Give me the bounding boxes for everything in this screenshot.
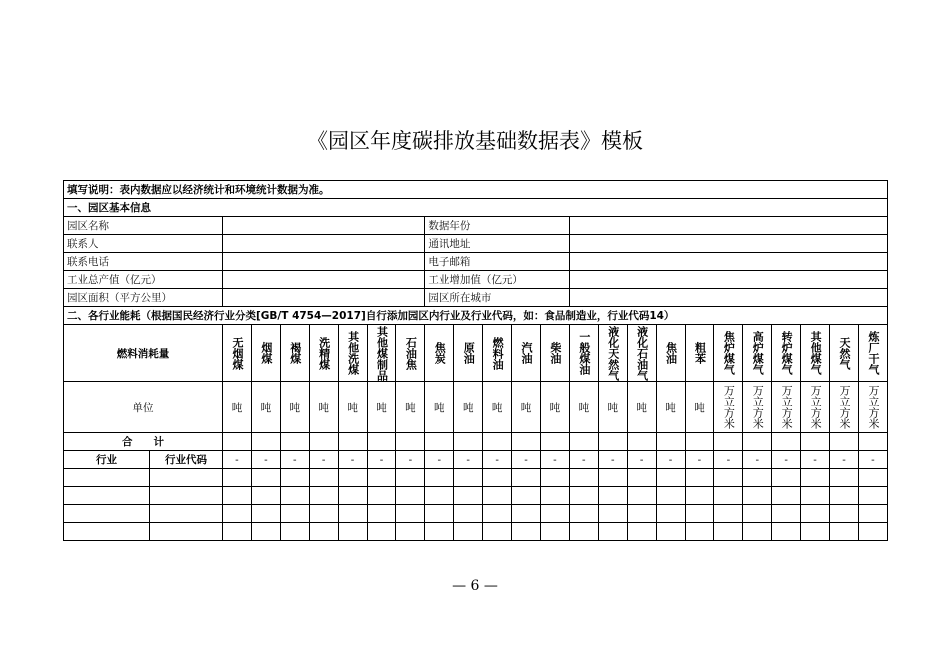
data-entry-cell[interactable] bbox=[309, 523, 338, 541]
data-entry-cell[interactable] bbox=[483, 505, 512, 523]
data-entry-cell[interactable] bbox=[743, 469, 772, 487]
dash-cell: - bbox=[309, 451, 338, 469]
data-entry-cell[interactable] bbox=[223, 487, 252, 505]
fuel-name: 转炉煤气 bbox=[780, 331, 794, 375]
data-entry-cell[interactable] bbox=[64, 523, 150, 541]
fuel-name: 焦炉煤气 bbox=[722, 331, 736, 375]
dash-cell: - bbox=[743, 451, 772, 469]
fuel-unit-cell bbox=[309, 382, 338, 433]
data-entry-cell[interactable] bbox=[280, 505, 309, 523]
info-label: 联系人 bbox=[64, 235, 223, 253]
info-value-field[interactable] bbox=[223, 271, 425, 289]
data-entry-cell[interactable] bbox=[150, 505, 223, 523]
data-entry-cell[interactable] bbox=[540, 523, 569, 541]
data-entry-cell[interactable] bbox=[512, 469, 541, 487]
data-entry-cell[interactable] bbox=[656, 523, 685, 541]
fuel-name: 焦油 bbox=[664, 342, 678, 364]
fuel-header-cell bbox=[772, 325, 801, 382]
data-entry-cell[interactable] bbox=[251, 469, 280, 487]
data-entry-cell[interactable] bbox=[309, 505, 338, 523]
data-entry-cell[interactable] bbox=[64, 487, 150, 505]
fuel-unit: 万立方米 bbox=[722, 385, 736, 429]
dash-cell: - bbox=[598, 451, 627, 469]
total-value-cell[interactable] bbox=[627, 433, 656, 451]
fuel-name: 液化石油气 bbox=[635, 325, 649, 381]
fuel-unit-cell bbox=[801, 382, 830, 433]
data-entry-cell[interactable] bbox=[540, 505, 569, 523]
fuel-unit: 吨 bbox=[520, 401, 532, 414]
data-entry-cell[interactable] bbox=[830, 469, 859, 487]
dash-cell: - bbox=[772, 451, 801, 469]
fuel-unit-cell bbox=[454, 382, 483, 433]
fuel-unit-cell bbox=[223, 382, 252, 433]
data-entry-cell[interactable] bbox=[830, 487, 859, 505]
dash-cell: - bbox=[425, 451, 454, 469]
data-entry-cell[interactable] bbox=[685, 523, 714, 541]
dash-cell: - bbox=[223, 451, 252, 469]
total-value-cell[interactable] bbox=[425, 433, 454, 451]
fuel-unit-cell bbox=[280, 382, 309, 433]
total-value-cell[interactable] bbox=[801, 433, 830, 451]
fuel-unit-cell bbox=[830, 382, 859, 433]
data-entry-cell[interactable] bbox=[367, 523, 396, 541]
fuel-unit: 万立方米 bbox=[809, 385, 823, 429]
fuel-unit-cell bbox=[772, 382, 801, 433]
info-label: 电子邮箱 bbox=[425, 253, 570, 271]
fuel-unit: 吨 bbox=[347, 401, 358, 414]
data-entry-cell[interactable] bbox=[801, 505, 830, 523]
fuel-name: 汽油 bbox=[520, 342, 534, 364]
data-entry-cell[interactable] bbox=[150, 487, 223, 505]
fuel-unit: 万立方米 bbox=[866, 385, 880, 429]
fuel-header-cell bbox=[540, 325, 569, 382]
data-entry-cell[interactable] bbox=[772, 469, 801, 487]
fuel-header-cell bbox=[801, 325, 830, 382]
data-entry-cell[interactable] bbox=[569, 523, 598, 541]
total-value-cell[interactable] bbox=[569, 433, 598, 451]
dash-cell: - bbox=[338, 451, 367, 469]
data-entry-cell[interactable] bbox=[627, 487, 656, 505]
info-value-field[interactable] bbox=[569, 289, 887, 307]
data-entry-cell[interactable] bbox=[801, 487, 830, 505]
fuel-unit-cell bbox=[685, 382, 714, 433]
total-value-cell[interactable] bbox=[714, 433, 743, 451]
fuel-header-cell bbox=[483, 325, 512, 382]
fuel-unit-cell bbox=[367, 382, 396, 433]
fuel-header-cell bbox=[280, 325, 309, 382]
data-entry-cell[interactable] bbox=[598, 469, 627, 487]
fuel-unit-cell bbox=[598, 382, 627, 433]
data-entry-cell[interactable] bbox=[425, 487, 454, 505]
fuel-unit: 吨 bbox=[260, 401, 272, 414]
fuel-unit: 万立方米 bbox=[837, 385, 851, 429]
fuel-unit-cell bbox=[627, 382, 656, 433]
info-label: 数据年份 bbox=[425, 217, 570, 235]
data-entry-cell[interactable] bbox=[627, 469, 656, 487]
data-entry-cell[interactable] bbox=[569, 469, 598, 487]
total-value-cell[interactable] bbox=[656, 433, 685, 451]
info-label: 工业总产值（亿元） bbox=[64, 271, 223, 289]
fuel-header-cell bbox=[598, 325, 627, 382]
data-entry-cell[interactable] bbox=[150, 469, 223, 487]
fuel-name: 液化天然气 bbox=[606, 325, 620, 381]
fuel-header-cell bbox=[251, 325, 280, 382]
dash-cell: - bbox=[569, 451, 598, 469]
fuel-unit-cell bbox=[656, 382, 685, 433]
data-entry-cell[interactable] bbox=[483, 487, 512, 505]
fuel-name: 石油焦 bbox=[404, 336, 418, 370]
data-entry-cell[interactable] bbox=[425, 469, 454, 487]
fuel-name: 柴油 bbox=[548, 342, 562, 364]
data-entry-cell[interactable] bbox=[396, 469, 425, 487]
data-entry-cell[interactable] bbox=[367, 487, 396, 505]
dash-cell: - bbox=[858, 451, 887, 469]
fuel-header-cell bbox=[858, 325, 887, 382]
fuel-name: 褐煤 bbox=[288, 342, 302, 364]
total-value-cell[interactable] bbox=[367, 433, 396, 451]
info-label: 通讯地址 bbox=[425, 235, 570, 253]
data-entry-cell[interactable] bbox=[858, 505, 887, 523]
fuel-unit-cell bbox=[396, 382, 425, 433]
dash-cell: - bbox=[367, 451, 396, 469]
data-entry-cell[interactable] bbox=[540, 469, 569, 487]
total-value-cell[interactable] bbox=[685, 433, 714, 451]
data-entry-cell[interactable] bbox=[512, 487, 541, 505]
data-entry-cell[interactable] bbox=[772, 487, 801, 505]
fuel-name: 洗精煤 bbox=[317, 336, 331, 370]
fuel-unit-cell bbox=[743, 382, 772, 433]
data-entry-cell[interactable] bbox=[772, 505, 801, 523]
data-entry-cell[interactable] bbox=[858, 469, 887, 487]
fuel-name: 天然气 bbox=[837, 336, 851, 370]
data-entry-cell[interactable] bbox=[685, 505, 714, 523]
data-entry-cell[interactable] bbox=[830, 505, 859, 523]
total-label: 合 计 bbox=[64, 433, 223, 451]
data-entry-cell[interactable] bbox=[280, 469, 309, 487]
data-entry-cell[interactable] bbox=[396, 487, 425, 505]
info-label: 园区名称 bbox=[64, 217, 223, 235]
fuel-header-cell bbox=[367, 325, 396, 382]
fill-instruction: 填写说明：表内数据应以经济统计和环境统计数据为准。 bbox=[64, 181, 888, 199]
data-entry-cell[interactable] bbox=[714, 487, 743, 505]
data-entry-cell[interactable] bbox=[714, 505, 743, 523]
data-entry-cell[interactable] bbox=[512, 523, 541, 541]
fuel-unit: 吨 bbox=[694, 401, 705, 414]
data-entry-cell[interactable] bbox=[598, 487, 627, 505]
info-value-field[interactable] bbox=[569, 235, 887, 253]
dash-cell: - bbox=[830, 451, 859, 469]
fuel-header-cell bbox=[396, 325, 425, 382]
fuel-header-cell bbox=[454, 325, 483, 382]
fuel-name: 烟煤 bbox=[259, 342, 273, 364]
data-entry-cell[interactable] bbox=[251, 505, 280, 523]
fuel-header-cell bbox=[714, 325, 743, 382]
fuel-unit-cell bbox=[338, 382, 367, 433]
fuel-header-cell bbox=[425, 325, 454, 382]
data-entry-cell[interactable] bbox=[223, 505, 252, 523]
fuel-consumption-label: 燃料消耗量 bbox=[64, 325, 223, 382]
data-entry-cell[interactable] bbox=[309, 469, 338, 487]
data-entry-cell[interactable] bbox=[150, 523, 223, 541]
fuel-unit-cell bbox=[512, 382, 541, 433]
fuel-unit: 吨 bbox=[665, 401, 676, 414]
data-entry-cell[interactable] bbox=[685, 469, 714, 487]
fuel-unit: 吨 bbox=[462, 401, 474, 414]
fuel-unit: 吨 bbox=[434, 401, 445, 414]
fuel-unit: 吨 bbox=[607, 401, 618, 414]
fuel-name: 炼厂干气 bbox=[866, 331, 880, 375]
fuel-header-cell bbox=[223, 325, 252, 382]
dash-cell: - bbox=[540, 451, 569, 469]
dash-cell: - bbox=[483, 451, 512, 469]
dash-cell: - bbox=[454, 451, 483, 469]
data-entry-cell[interactable] bbox=[512, 505, 541, 523]
data-entry-cell[interactable] bbox=[656, 487, 685, 505]
dash-cell: - bbox=[656, 451, 685, 469]
data-entry-cell[interactable] bbox=[656, 469, 685, 487]
fuel-unit: 吨 bbox=[578, 401, 590, 414]
fuel-name: 原油 bbox=[462, 342, 476, 364]
fuel-name: 一般煤油 bbox=[577, 331, 591, 375]
fuel-unit-cell bbox=[483, 382, 512, 433]
data-entry-cell[interactable] bbox=[743, 505, 772, 523]
fuel-unit: 吨 bbox=[289, 401, 301, 414]
fuel-unit: 吨 bbox=[405, 401, 416, 414]
data-entry-cell[interactable] bbox=[656, 505, 685, 523]
fuel-name: 燃料油 bbox=[491, 336, 505, 370]
total-value-cell[interactable] bbox=[338, 433, 367, 451]
fuel-name: 其他洗煤 bbox=[346, 331, 360, 375]
data-entry-cell[interactable] bbox=[338, 523, 367, 541]
info-value-field[interactable] bbox=[569, 217, 887, 235]
fuel-unit-cell bbox=[540, 382, 569, 433]
fuel-header-cell bbox=[743, 325, 772, 382]
fuel-header-cell bbox=[512, 325, 541, 382]
data-entry-cell[interactable] bbox=[483, 469, 512, 487]
data-entry-cell[interactable] bbox=[338, 487, 367, 505]
section2-heading: 二、各行业能耗（根据国民经济行业分类[GB/T 4754—2017]自行添加园区内行业及行业代码，如：食品制造业，行业代码14） bbox=[64, 307, 888, 325]
fuel-unit-cell bbox=[569, 382, 598, 433]
fuel-header-cell bbox=[685, 325, 714, 382]
fuel-name: 无烟煤 bbox=[230, 336, 244, 370]
data-entry-cell[interactable] bbox=[338, 505, 367, 523]
industry-code-label: 行业代码 bbox=[150, 451, 223, 469]
data-entry-cell[interactable] bbox=[801, 469, 830, 487]
dash-cell: - bbox=[714, 451, 743, 469]
fuel-unit-cell bbox=[858, 382, 887, 433]
total-value-cell[interactable] bbox=[251, 433, 280, 451]
info-label: 工业增加值（亿元） bbox=[425, 271, 570, 289]
total-value-cell[interactable] bbox=[396, 433, 425, 451]
fuel-unit: 吨 bbox=[318, 401, 329, 414]
data-entry-cell[interactable] bbox=[685, 487, 714, 505]
info-value-field[interactable] bbox=[569, 271, 887, 289]
data-entry-cell[interactable] bbox=[743, 487, 772, 505]
data-entry-cell[interactable] bbox=[367, 469, 396, 487]
page-title: 《园区年度碳排放基础数据表》模板 bbox=[307, 129, 643, 153]
page-number: — 6 — bbox=[452, 578, 498, 594]
info-label: 联系电话 bbox=[64, 253, 223, 271]
fuel-unit: 吨 bbox=[549, 401, 561, 414]
dash-cell: - bbox=[801, 451, 830, 469]
fuel-unit: 万立方米 bbox=[751, 385, 765, 429]
info-label: 园区面积（平方公里） bbox=[64, 289, 223, 307]
info-value-field[interactable] bbox=[223, 217, 425, 235]
fuel-unit-cell bbox=[714, 382, 743, 433]
carbon-data-table bbox=[63, 180, 888, 541]
data-entry-cell[interactable] bbox=[251, 487, 280, 505]
fuel-unit: 吨 bbox=[376, 401, 387, 414]
total-value-cell[interactable] bbox=[830, 433, 859, 451]
fuel-unit: 吨 bbox=[491, 401, 503, 414]
data-entry-cell[interactable] bbox=[425, 505, 454, 523]
data-entry-cell[interactable] bbox=[251, 523, 280, 541]
fuel-unit-cell bbox=[251, 382, 280, 433]
total-value-cell[interactable] bbox=[772, 433, 801, 451]
fuel-name: 其他煤制品 bbox=[375, 325, 389, 381]
data-entry-cell[interactable] bbox=[223, 523, 252, 541]
total-value-cell[interactable] bbox=[858, 433, 887, 451]
data-entry-cell[interactable] bbox=[396, 523, 425, 541]
data-entry-cell[interactable] bbox=[280, 487, 309, 505]
fuel-unit: 吨 bbox=[636, 401, 647, 414]
info-label: 园区所在城市 bbox=[425, 289, 570, 307]
total-value-cell[interactable] bbox=[309, 433, 338, 451]
data-entry-cell[interactable] bbox=[223, 469, 252, 487]
data-entry-cell[interactable] bbox=[801, 523, 830, 541]
total-value-cell[interactable] bbox=[743, 433, 772, 451]
data-entry-cell[interactable] bbox=[627, 523, 656, 541]
fuel-header-cell bbox=[338, 325, 367, 382]
data-entry-cell[interactable] bbox=[64, 505, 150, 523]
data-entry-cell[interactable] bbox=[540, 487, 569, 505]
total-value-cell[interactable] bbox=[280, 433, 309, 451]
dash-cell: - bbox=[512, 451, 541, 469]
fuel-unit-cell bbox=[425, 382, 454, 433]
data-entry-cell[interactable] bbox=[454, 523, 483, 541]
info-value-field[interactable] bbox=[223, 235, 425, 253]
data-entry-cell[interactable] bbox=[598, 523, 627, 541]
industry-label: 行业 bbox=[64, 451, 150, 469]
data-entry-cell[interactable] bbox=[396, 505, 425, 523]
fuel-header-cell bbox=[656, 325, 685, 382]
data-entry-cell[interactable] bbox=[454, 487, 483, 505]
data-entry-cell[interactable] bbox=[569, 505, 598, 523]
total-value-cell[interactable] bbox=[598, 433, 627, 451]
fuel-name: 其他煤气 bbox=[809, 331, 823, 375]
fuel-header-cell bbox=[569, 325, 598, 382]
data-entry-cell[interactable] bbox=[454, 505, 483, 523]
data-entry-cell[interactable] bbox=[772, 523, 801, 541]
data-entry-cell[interactable] bbox=[338, 469, 367, 487]
fuel-name: 粗苯 bbox=[693, 342, 707, 364]
dash-cell: - bbox=[685, 451, 714, 469]
data-entry-cell[interactable] bbox=[64, 469, 150, 487]
info-value-field[interactable] bbox=[223, 253, 425, 271]
total-value-cell[interactable] bbox=[540, 433, 569, 451]
total-value-cell[interactable] bbox=[454, 433, 483, 451]
dash-cell: - bbox=[251, 451, 280, 469]
fuel-unit: 万立方米 bbox=[780, 385, 794, 429]
data-entry-cell[interactable] bbox=[714, 523, 743, 541]
data-entry-cell[interactable] bbox=[830, 523, 859, 541]
total-value-cell[interactable] bbox=[512, 433, 541, 451]
data-entry-cell[interactable] bbox=[714, 469, 743, 487]
fuel-header-cell bbox=[627, 325, 656, 382]
data-entry-cell[interactable] bbox=[858, 523, 887, 541]
data-entry-cell[interactable] bbox=[309, 487, 338, 505]
data-entry-cell[interactable] bbox=[483, 523, 512, 541]
fuel-header-cell bbox=[830, 325, 859, 382]
data-entry-cell[interactable] bbox=[454, 469, 483, 487]
total-value-cell[interactable] bbox=[483, 433, 512, 451]
data-entry-cell[interactable] bbox=[743, 523, 772, 541]
dash-cell: - bbox=[396, 451, 425, 469]
fuel-name: 焦炭 bbox=[433, 342, 447, 364]
fuel-name: 高炉煤气 bbox=[751, 331, 765, 375]
data-entry-cell[interactable] bbox=[367, 505, 396, 523]
info-value-field[interactable] bbox=[223, 289, 425, 307]
dash-cell: - bbox=[280, 451, 309, 469]
total-value-cell[interactable] bbox=[223, 433, 252, 451]
info-value-field[interactable] bbox=[569, 253, 887, 271]
data-entry-cell[interactable] bbox=[858, 487, 887, 505]
data-entry-cell[interactable] bbox=[569, 487, 598, 505]
data-entry-cell[interactable] bbox=[598, 505, 627, 523]
data-entry-cell[interactable] bbox=[627, 505, 656, 523]
dash-cell: - bbox=[627, 451, 656, 469]
fuel-header-cell bbox=[309, 325, 338, 382]
data-entry-cell[interactable] bbox=[280, 523, 309, 541]
fuel-unit: 吨 bbox=[231, 401, 243, 414]
unit-label: 单位 bbox=[64, 382, 223, 433]
data-entry-cell[interactable] bbox=[425, 523, 454, 541]
section1-heading: 一、园区基本信息 bbox=[64, 199, 888, 217]
